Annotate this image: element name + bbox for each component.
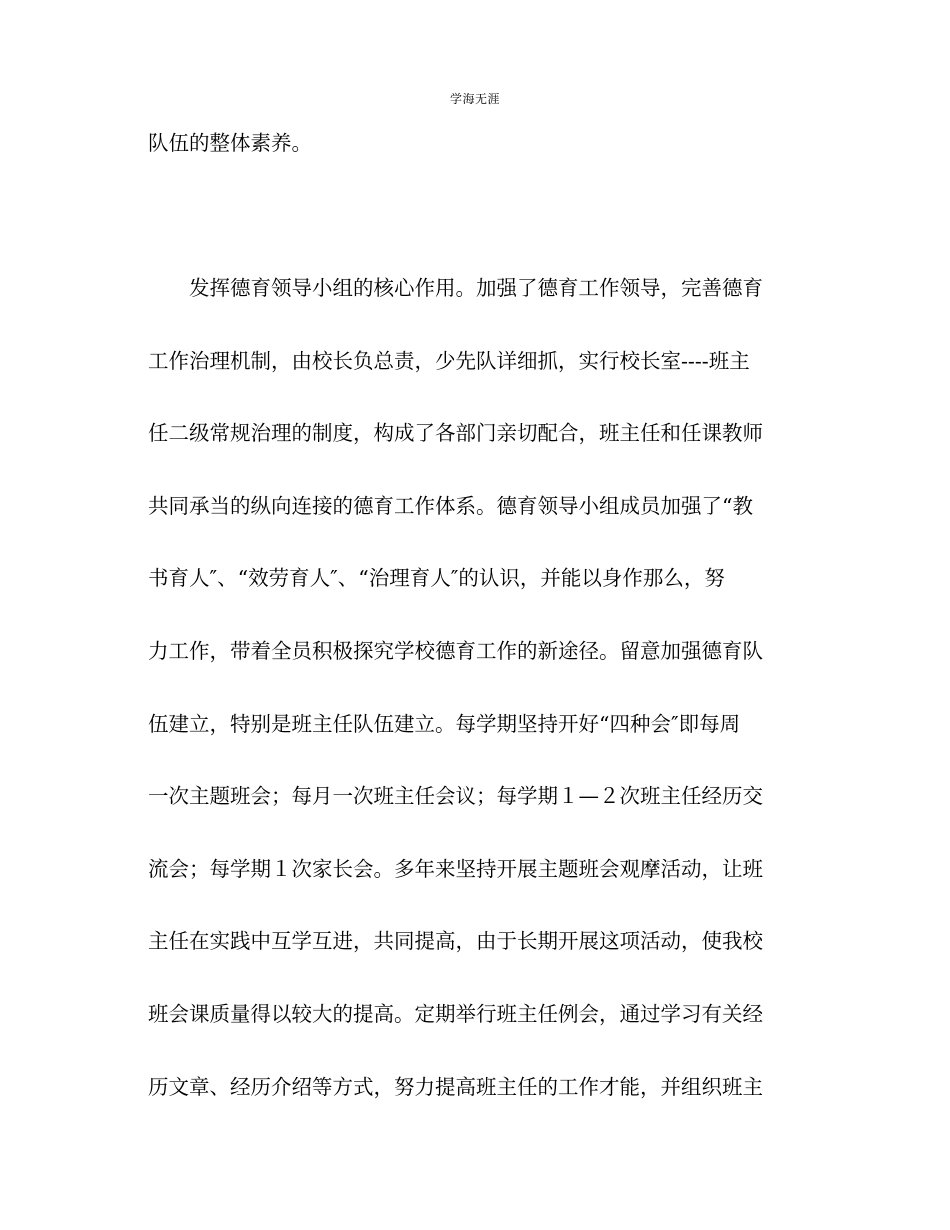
text-line: 主任在实践中互学互进，共同提高，由于长期开展这项活动，使我校 (148, 929, 763, 954)
text-line: 队伍的整体素养。 (148, 131, 312, 155)
page-header: 学海无涯 (449, 92, 500, 106)
text-line: 伍建立，特别是班主任队伍建立。每学期坚持开好“四种会″即每周 (148, 711, 741, 736)
paragraph-1 (148, 125, 802, 161)
paragraph-2 (148, 270, 802, 1141)
text-line: 工作治理机制，由校长负总责，少先队详细抓，实行校长室----班主 (148, 348, 750, 373)
text-line: 一次主题班会；每月一次班主任会议；每学期１—２次班主任经历交 (148, 784, 763, 809)
text-line: 力工作，带着全员积极探究学校德育工作的新途径。留意加强德育队 (148, 638, 763, 663)
text-line: 流会；每学期１次家长会。多年来坚持开展主题班会观摩活动，让班 (148, 856, 763, 881)
text-line: 任二级常规治理的制度，构成了各部门亲切配合，班主任和任课教师 (148, 421, 763, 446)
text-line: 历文章、经历介绍等方式，努力提高班主任的工作才能，并组织班主 (148, 1074, 763, 1099)
text-line: 书育人″、“效劳育人″、“治理育人″的认识，并能以身作那么，努 (148, 566, 725, 591)
text-line: 发挥德育领导小组的核心作用。加强了德育工作领导，完善德育 (148, 276, 763, 300)
text-line: 共同承当的纵向连接的德育工作体系。德育领导小组成员加强了“教 (148, 493, 753, 518)
text-line: 班会课质量得以较大的提高。定期举行班主任例会，通过学习有关经 (148, 1001, 763, 1026)
